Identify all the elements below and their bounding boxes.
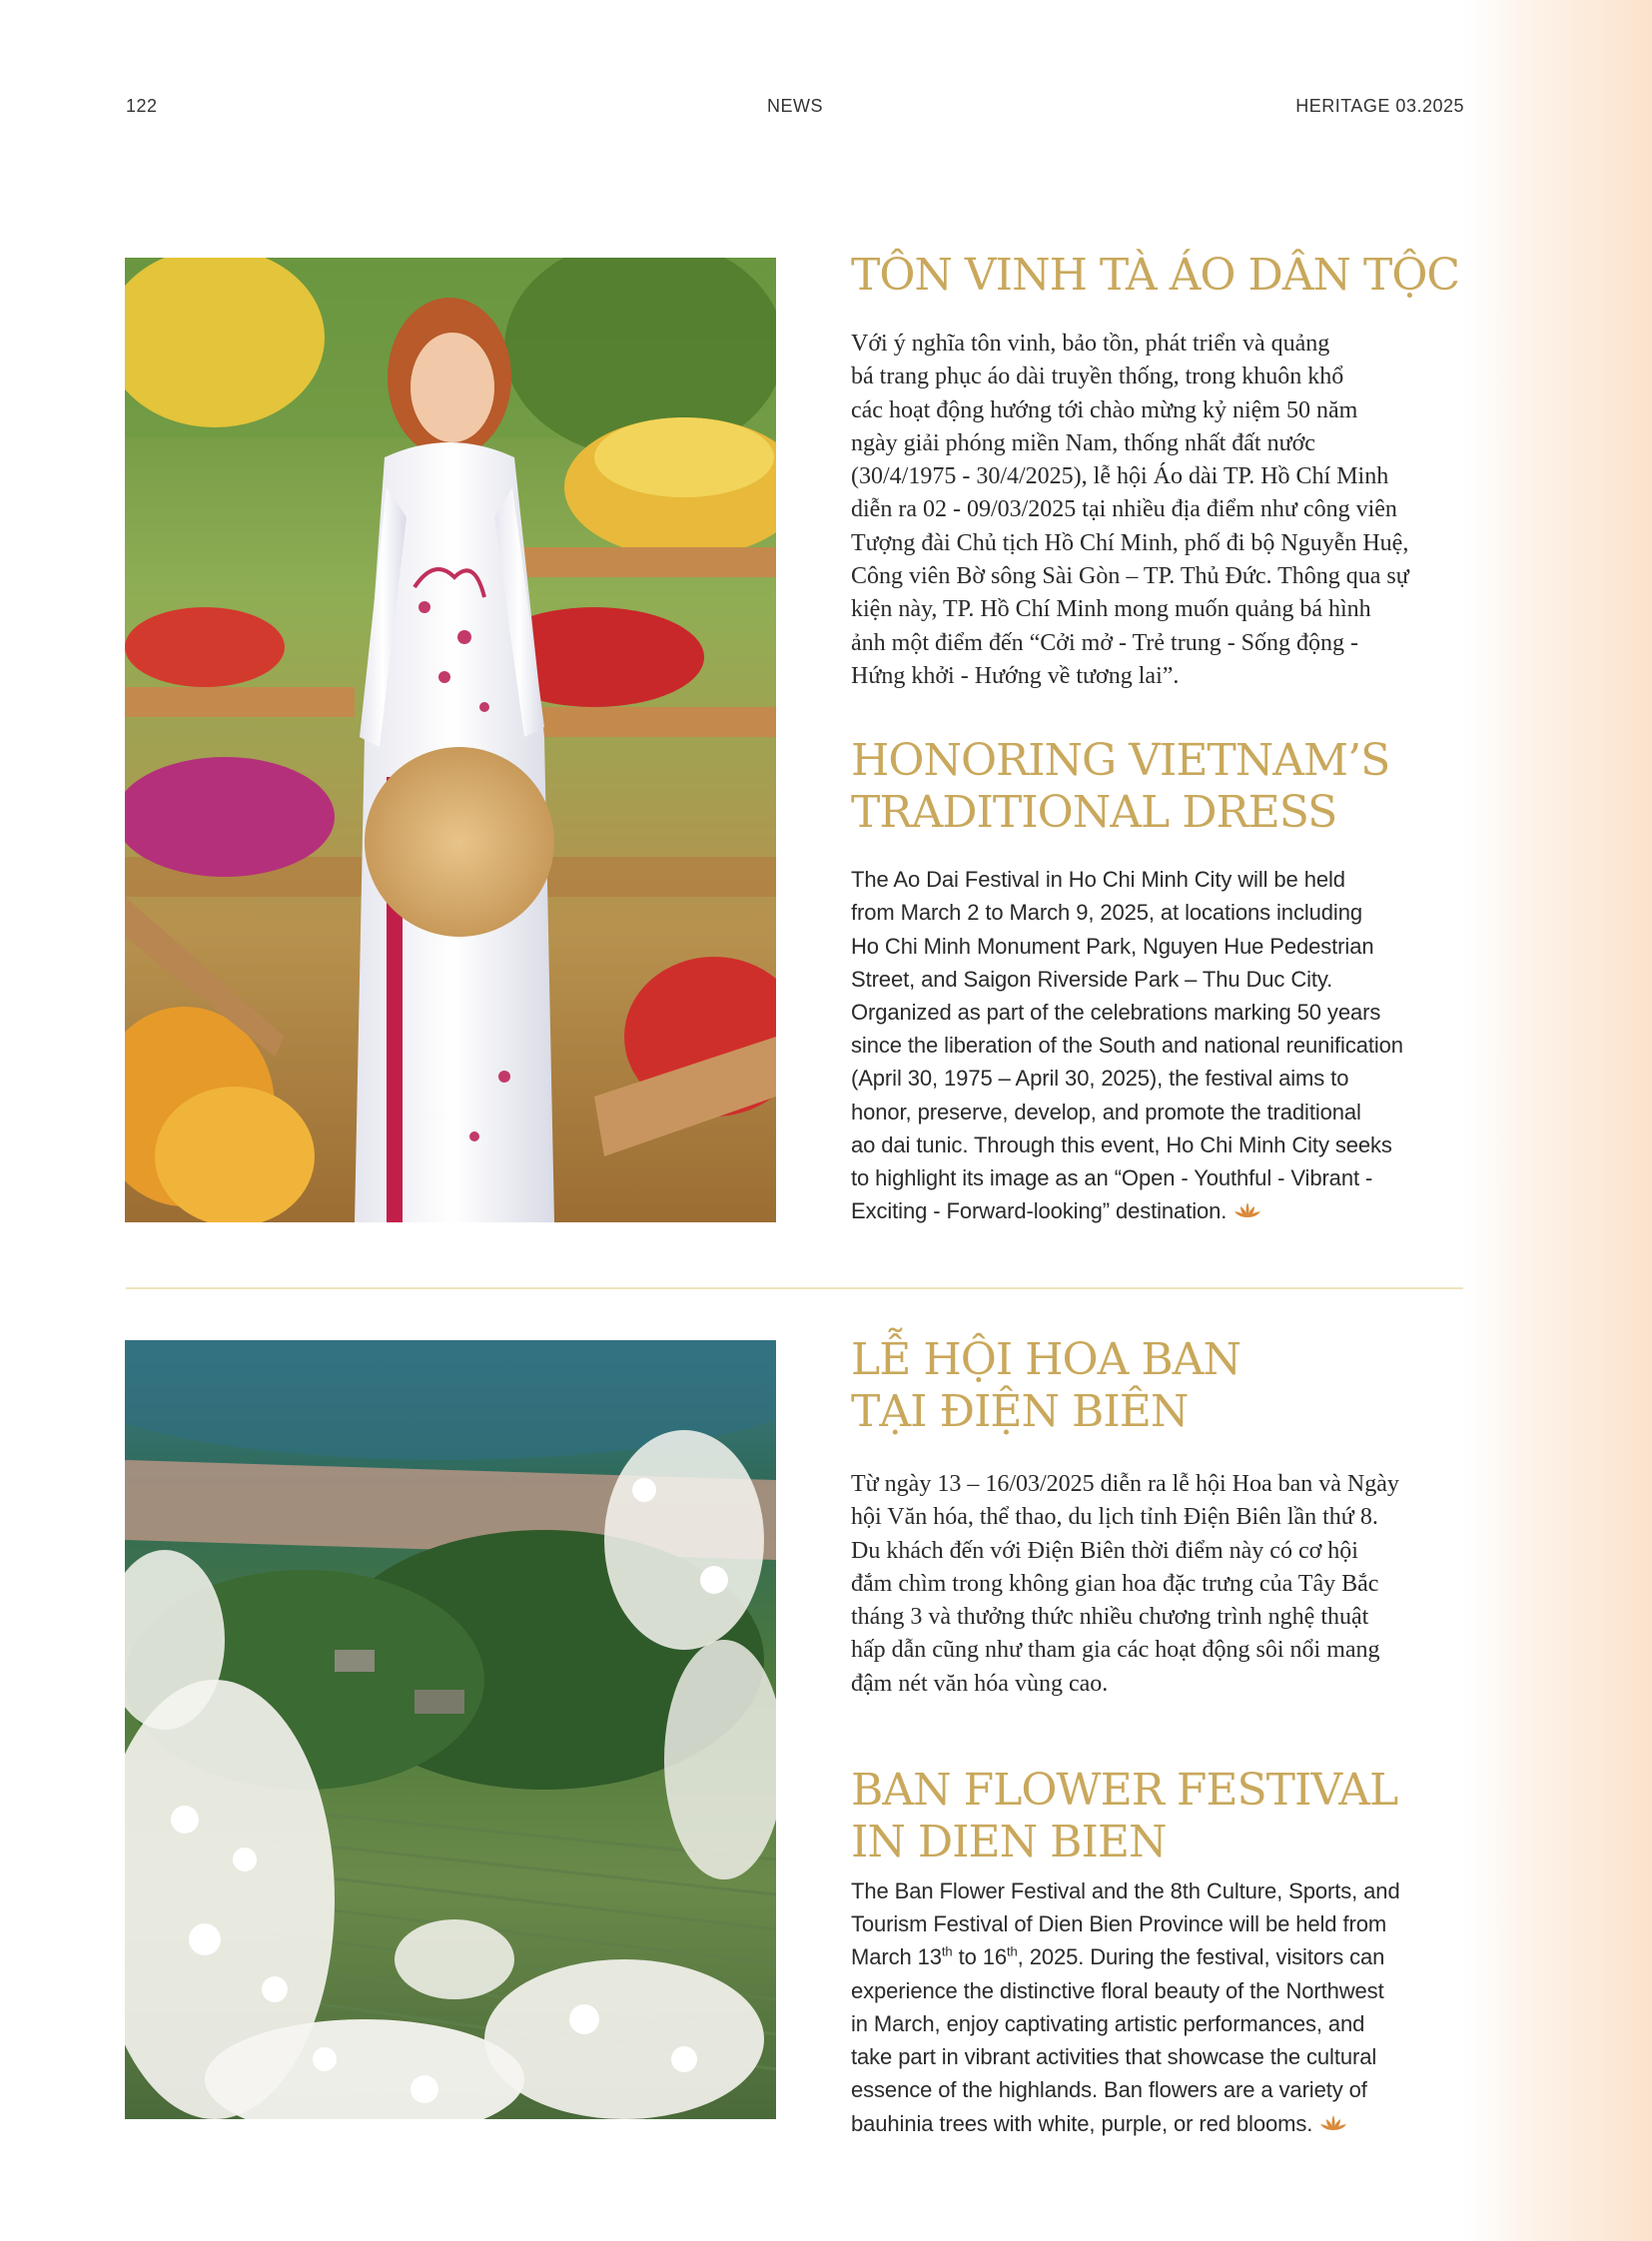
article-ban-flower-text (851, 1334, 1470, 2140)
en-body-ban-flower: The Ban Flower Festival and the 8th Culture, Sports, and Tourism Festival of Dien Bien Province will be held from March 13th to 16th, 2025. During the festival, visitors can experience the distinctive floral beauty of the Northwest in March, enjoy captivating artistic performances, and take part in vibrant activities that showcase the cultural essence of the highlands. Ban flowers are a variety of bauhinia trees with white, purple, or red blooms. (851, 1878, 1400, 2136)
vi-title-ban-flower: LỄ HỘI HOA BAN TẠI ĐIỆN BIÊN (851, 1334, 1240, 1437)
page-number: 122 (126, 96, 158, 116)
section-divider (126, 1287, 1463, 1289)
issue-label: HERITAGE 03.2025 (1295, 96, 1464, 116)
page-edge-gradient (1464, 0, 1652, 2241)
en-body-ao-dai: The Ao Dai Festival in Ho Chi Minh City will be held from March 2 to March 9, 2025, at locations including Ho Chi Minh Monument Park, Nguyen Hue Pedestrian Street, and Saigon Riverside Park – Thu Duc City. Organized as part of the celebrations marking 50 years since the liberation of the South and national reunification (April 30, 1975 – April 30, 2025), the festival aims to honor, preserve, develop, and promote the traditional ao dai tunic. Through this event, Ho Chi Minh City seeks to highlight its image as an “Open - Youthful - Vibrant - Exciting - Forward-looking” destination. (851, 867, 1403, 1224)
vi-title-ao-dai: TÔN VINH TÀ ÁO DÂN TỘC (851, 250, 1460, 301)
ban-flower-photo (125, 1340, 776, 2119)
en-title-ao-dai: HONORING VIETNAM’S TRADITIONAL DRESS (851, 735, 1390, 839)
ao-dai-photo (125, 258, 776, 1222)
lotus-icon (1233, 1200, 1262, 1220)
en-title-ban-flower: BAN FLOWER FESTIVAL IN DIEN BIEN (851, 1765, 1398, 1868)
page-header (126, 96, 1464, 120)
lotus-icon (1318, 2113, 1348, 2133)
vi-body-ao-dai: Với ý nghĩa tôn vinh, bảo tồn, phát triển và quảng bá trang phục áo dài truyền thống, trong khuôn khổ các hoạt động hướng tới chào mừng kỷ niệm 50 năm ngày giải phóng miền Nam, thống nhất đất nước (30/4/1975 - 30/4/2025), lễ hội Áo dài TP. Hồ Chí Minh diễn ra 02 - 09/03/2025 tại nhiều địa điểm như công viên Tượng đài Chủ tịch Hồ Chí Minh, phố đi bộ Nguyễn Huệ, Công viên Bờ sông Sài Gòn – TP. Thủ Đức. Thông qua sự kiện này, TP. Hồ Chí Minh mong muốn quảng bá hình ảnh một điểm đến “Cởi mở - Trẻ trung - Sống động - Hứng khởi - Hướng về tương lai”. (851, 331, 1409, 689)
section-label: NEWS (767, 96, 823, 116)
vi-body-ban-flower: Từ ngày 13 – 16/03/2025 diễn ra lễ hội Hoa ban và Ngày hội Văn hóa, thể thao, du lịch tỉnh Điện Biên lần thứ 8. Du khách đến với Điện Biên thời điểm này có cơ hội đắm chìm trong không gian hoa đặc trưng của Tây Bắc tháng 3 và thưởng thức nhiều chương trình nghệ thuật hấp dẫn cũng như tham gia các hoạt động sôi nổi mang đậm nét văn hóa vùng cao. (851, 1471, 1399, 1697)
article-ao-dai-text (851, 250, 1470, 1228)
